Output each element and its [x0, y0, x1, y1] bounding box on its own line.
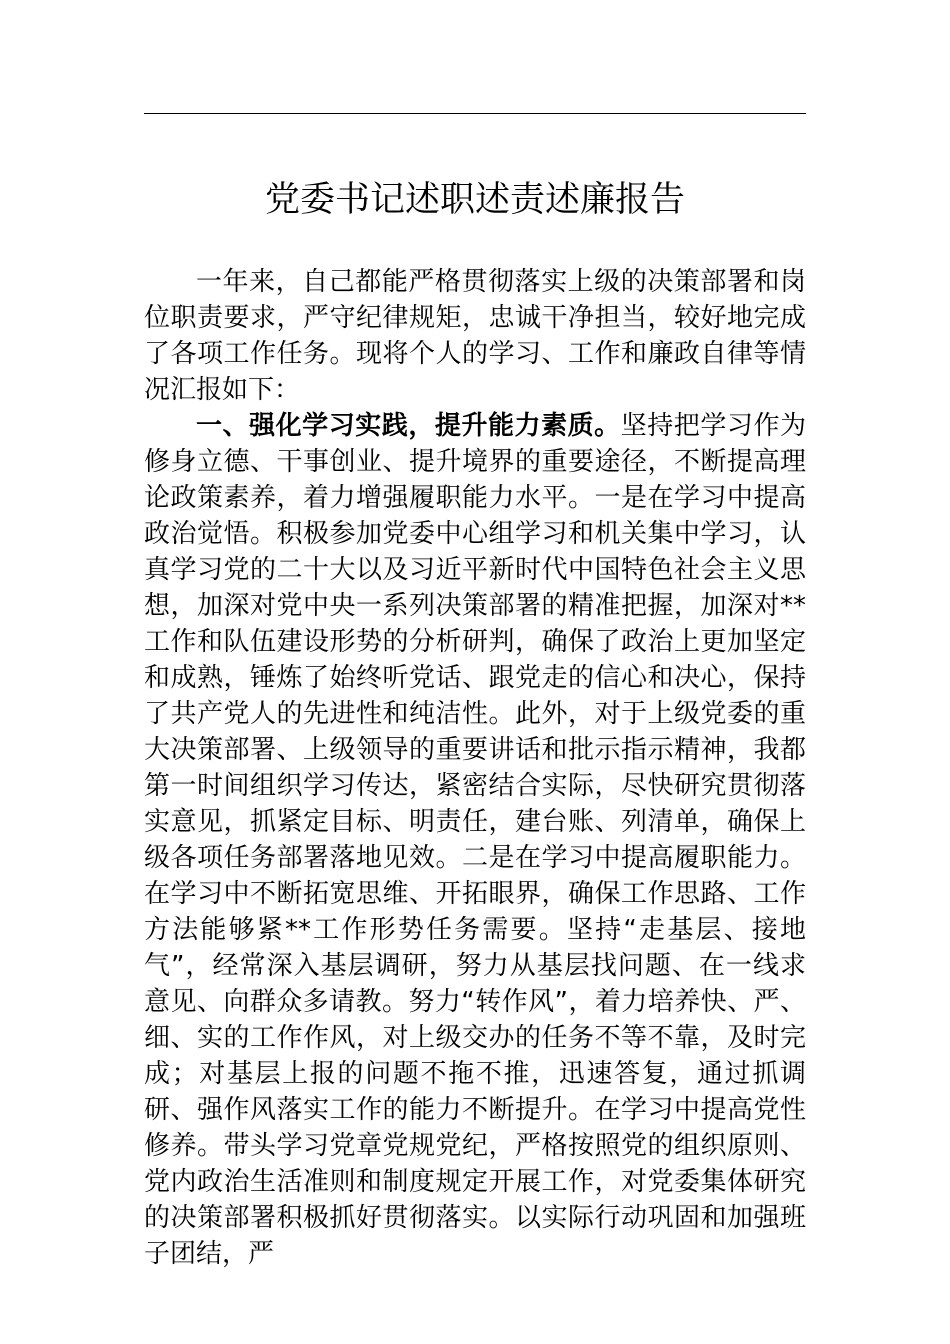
section-one-heading: 一、强化学习实践，提升能力素质。: [196, 411, 621, 441]
paragraph-intro-text: 一年来，自己都能严格贯彻落实上级的决策部署和岗位职责要求，严守纪律规矩，忠诚干净担当，较好地完成了各项工作任务。现将个人的学习、工作和廉政自律等情况汇报如下：: [144, 267, 806, 405]
header-rule: [144, 113, 806, 114]
paragraph-section-one: [144, 408, 806, 1272]
document-title: 党委书记述职述责述廉报告: [264, 180, 685, 220]
paragraph-intro: [144, 264, 806, 408]
section-one-text: 坚持把学习作为修身立德、干事创业、提升境界的重要途径，不断提高理论政策素养，着力增强履职能力水平。一是在学习中提高政治觉悟。积极参加党委中心组学习和机关集中学习，认真学习党的二十大以及习近平新时代中国特色社会主义思想，加深对党中央一系列决策部署的精准把握，加深对**工作和队伍建设形势的分析研判，确保了政治上更加坚定和成熟，锤炼了始终听党话、跟党走的信心和决心，保持了共产党人的先进性和纯洁性。此外，对于上级党委的重大决策部署、上级领导的重要讲话和批示指示精神，我都第一时间组织学习传达，紧密结合实际，尽快研究贯彻落实意见，抓紧定目标、明责任，建台账、列清单，确保上级各项任务部署落地见效。二是在学习中提高履职能力。在学习中不断拓宽思维、开拓眼界，确保工作思路、工作方法能够紧**工作形势任务需要。坚持“走基层、接地气”，经常深入基层调研，努力从基层找问题、在一线求意见、向群众多请教。努力“转作风”，着力培养快、严、细、实的工作作风，对上级交办的任务不等不靠，及时完成；对基层上报的问题不拖不推，迅速答复，通过抓调研、强作风落实工作的能力不断提升。在学习中提高党性修养。带头学习党章党规党纪，严格按照党的组织原则、党内政治生活准则和制度规定开展工作，对党委集体研究的决策部署积极抓好贯彻落实。以实际行动巩固和加强班子团结，严: [144, 411, 806, 1269]
document-body: [144, 264, 806, 1272]
